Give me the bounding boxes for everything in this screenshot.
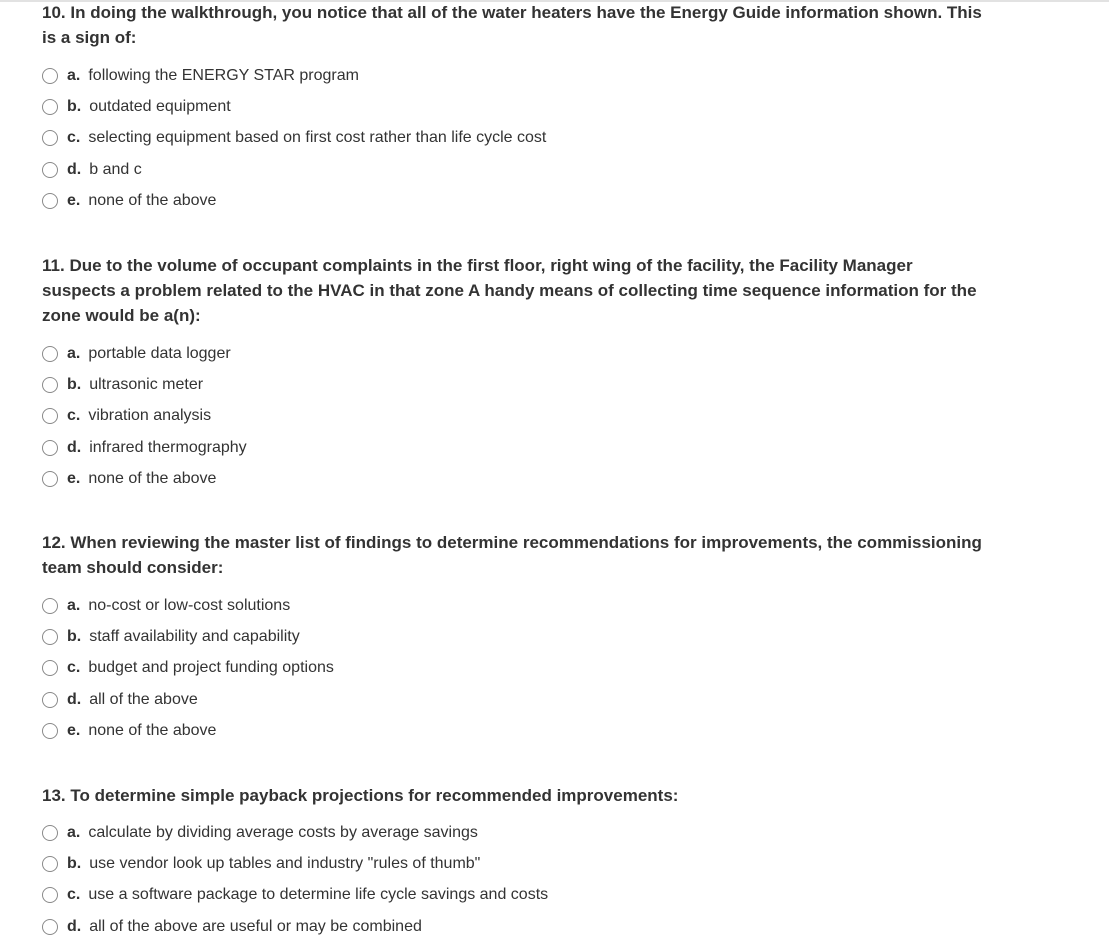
answer-option-b[interactable] — [42, 848, 982, 879]
option-letter: e. — [67, 191, 81, 209]
radio-button[interactable] — [42, 162, 58, 178]
answer-options — [42, 60, 982, 216]
question-number: 10. — [42, 3, 66, 22]
answer-option-e[interactable] — [42, 185, 982, 216]
option-letter: e. — [67, 721, 81, 739]
option-label: outdated equipment — [89, 97, 231, 115]
option-letter: c. — [67, 407, 81, 425]
question-11 — [42, 253, 982, 494]
radio-button[interactable] — [42, 377, 58, 393]
option-letter: b. — [67, 97, 82, 115]
answer-option-a[interactable] — [42, 60, 982, 91]
option-label: vibration analysis — [88, 407, 212, 425]
radio-button[interactable] — [42, 193, 58, 209]
option-letter: b. — [67, 854, 82, 872]
radio-button[interactable] — [42, 68, 58, 84]
option-letter: e. — [67, 469, 81, 487]
option-label: none of the above — [88, 191, 217, 209]
radio-button[interactable] — [42, 408, 58, 424]
answer-option-d[interactable] — [42, 154, 982, 185]
option-label: no-cost or low-cost solutions — [88, 596, 291, 614]
question-text — [42, 253, 982, 328]
answer-option-b[interactable] — [42, 91, 982, 122]
answer-option-a[interactable] — [42, 817, 982, 848]
radio-button[interactable] — [42, 692, 58, 708]
answer-option-c[interactable] — [42, 880, 982, 911]
answer-option-a[interactable] — [42, 338, 982, 369]
answer-option-e[interactable] — [42, 463, 982, 494]
option-letter: a. — [67, 823, 81, 841]
radio-button[interactable] — [42, 887, 58, 903]
option-label: use vendor look up tables and industry "rules of thumb" — [89, 854, 481, 872]
option-letter: b. — [67, 627, 82, 645]
answer-option-e[interactable] — [42, 715, 982, 746]
question-10 — [42, 0, 982, 216]
question-13 — [42, 783, 982, 942]
option-label: portable data logger — [88, 344, 231, 362]
option-label: use a software package to determine life cycle savings and costs — [88, 886, 549, 904]
question-number: 12. — [42, 533, 66, 552]
radio-button[interactable] — [42, 856, 58, 872]
option-label: staff availability and capability — [89, 627, 300, 645]
option-letter: c. — [67, 886, 81, 904]
option-label: infrared thermography — [89, 438, 247, 456]
option-label: b and c — [89, 160, 142, 178]
option-label: all of the above are useful or may be combined — [89, 917, 422, 935]
option-label: all of the above — [89, 690, 198, 708]
radio-button[interactable] — [42, 440, 58, 456]
radio-button[interactable] — [42, 471, 58, 487]
option-letter: c. — [67, 659, 81, 677]
question-text — [42, 0, 982, 50]
question-prompt: To determine simple payback projections for recommended improvements: — [70, 786, 679, 805]
radio-button[interactable] — [42, 346, 58, 362]
option-letter: a. — [67, 596, 81, 614]
option-letter: d. — [67, 690, 82, 708]
answer-options — [42, 817, 982, 942]
question-prompt: In doing the walkthrough, you notice that all of the water heaters have the Energy Guide information shown. This is a sign of: — [42, 3, 982, 47]
option-label: ultrasonic meter — [89, 375, 204, 393]
option-letter: b. — [67, 375, 82, 393]
option-label: budget and project funding options — [88, 659, 334, 677]
option-letter: d. — [67, 160, 82, 178]
option-letter: a. — [67, 344, 81, 362]
question-text — [42, 530, 982, 580]
option-letter: c. — [67, 129, 81, 147]
radio-button[interactable] — [42, 598, 58, 614]
option-label: following the ENERGY STAR program — [88, 66, 359, 84]
question-number: 13. — [42, 786, 66, 805]
radio-button[interactable] — [42, 825, 58, 841]
radio-button[interactable] — [42, 629, 58, 645]
answer-option-c[interactable] — [42, 123, 982, 154]
radio-button[interactable] — [42, 660, 58, 676]
answer-option-a[interactable] — [42, 590, 982, 621]
option-label: selecting equipment based on first cost rather than life cycle cost — [88, 129, 547, 147]
answer-options — [42, 338, 982, 494]
option-letter: d. — [67, 917, 82, 935]
answer-options — [42, 590, 982, 746]
radio-button[interactable] — [42, 919, 58, 935]
question-prompt: When reviewing the master list of findings to determine recommendations for improvements, the commissioning team should consider: — [42, 533, 982, 577]
answer-option-b[interactable] — [42, 621, 982, 652]
question-12 — [42, 530, 982, 746]
radio-button[interactable] — [42, 723, 58, 739]
option-label: none of the above — [88, 721, 217, 739]
answer-option-c[interactable] — [42, 653, 982, 684]
option-label: calculate by dividing average costs by average savings — [88, 823, 478, 841]
option-letter: a. — [67, 66, 81, 84]
answer-option-b[interactable] — [42, 369, 982, 400]
option-letter: d. — [67, 438, 82, 456]
radio-button[interactable] — [42, 130, 58, 146]
radio-button[interactable] — [42, 99, 58, 115]
answer-option-c[interactable] — [42, 401, 982, 432]
question-number: 11. — [42, 256, 65, 275]
answer-option-d[interactable] — [42, 684, 982, 715]
answer-option-d[interactable] — [42, 432, 982, 463]
question-text — [42, 783, 982, 808]
question-prompt: Due to the volume of occupant complaints in the first floor, right wing of the facility, the Facility Manager suspects a problem related to the HVAC in that zone A handy means of collecting time sequence information for the zone would be a(n): — [42, 256, 977, 325]
option-label: none of the above — [88, 469, 217, 487]
answer-option-d[interactable] — [42, 911, 982, 942]
